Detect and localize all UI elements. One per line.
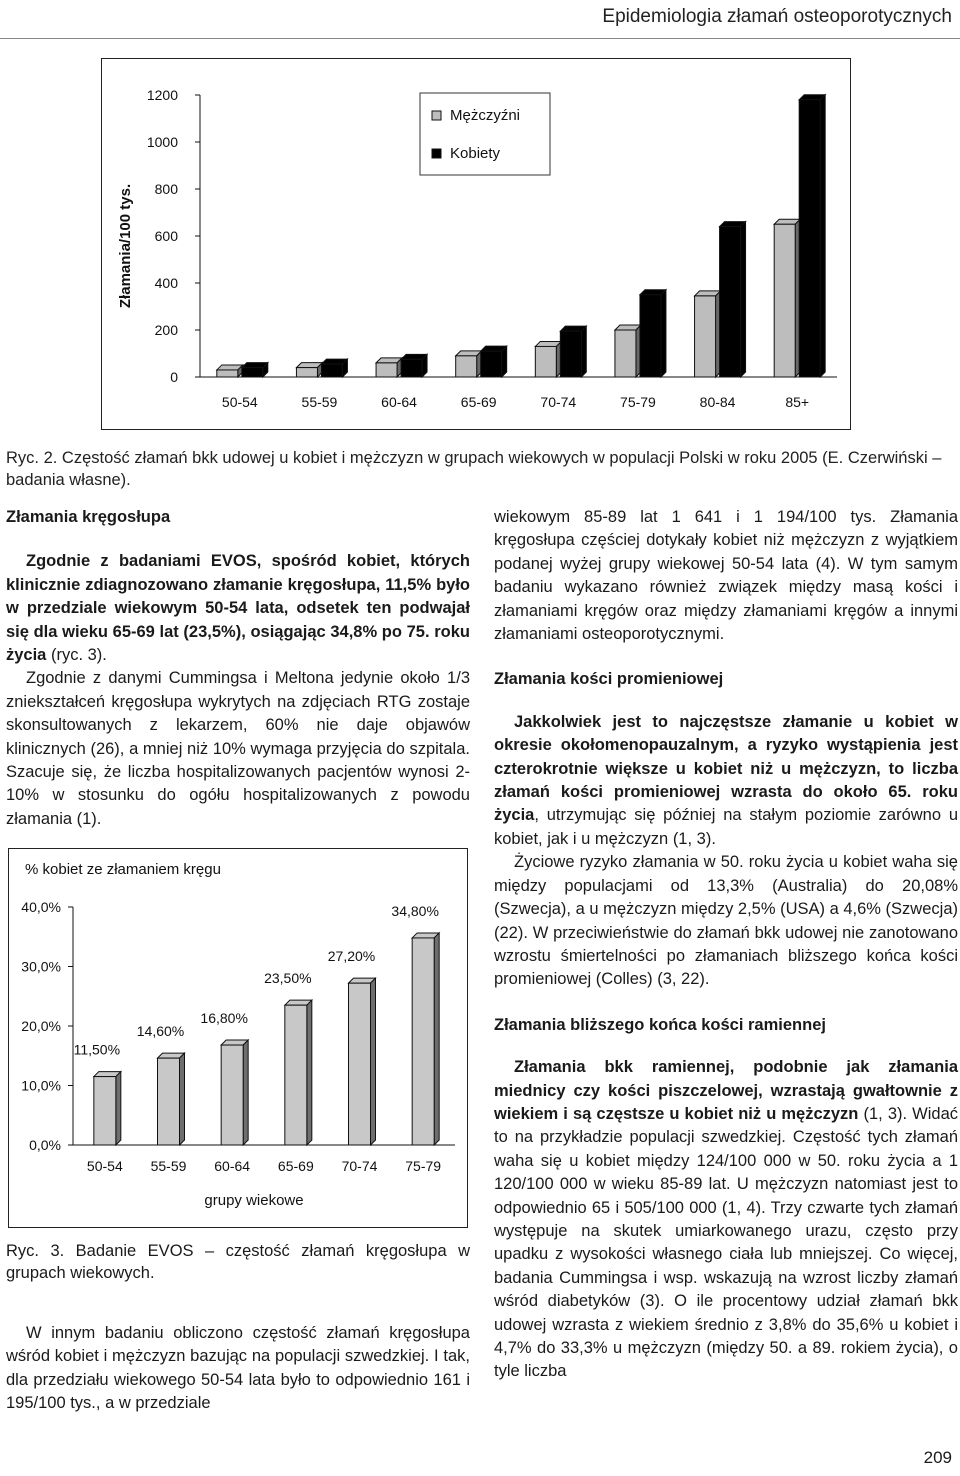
bar-evos-side [371, 978, 376, 1145]
bar-evos-side [307, 1000, 312, 1145]
y-tick-label: 30,0% [21, 958, 61, 975]
figure-2-chart [9, 849, 467, 1227]
x-tick-label: 75-79 [620, 394, 656, 410]
x-tick-label: 55-59 [301, 394, 338, 410]
x-tick-label: 75-79 [405, 1158, 442, 1174]
x-tick-label: 80-84 [699, 394, 736, 410]
y-tick-label: 10,0% [21, 1077, 61, 1094]
x-tick-label: 55-59 [150, 1158, 187, 1174]
y-tick-label: 1200 [146, 87, 178, 103]
bar-women [321, 364, 342, 377]
running-title: Epidemiologia złamań osteoporotycznych [602, 6, 952, 27]
x-tick-label: 50-54 [221, 394, 258, 410]
x-axis-title: grupy wiekowe [204, 1192, 304, 1209]
bar-evos-side [180, 1053, 185, 1145]
data-label: 11,50% [73, 1041, 121, 1058]
section-heading-humerus: Złamania bliższego końca kości ramiennej [494, 1015, 826, 1034]
figure-2-caption: Ryc. 3. Badanie EVOS – częstość złamań kręgosłupa w grupach wiekowych. [6, 1242, 470, 1282]
figure-1-chart [102, 59, 850, 429]
bar-women-side [502, 346, 507, 377]
chart-title: % kobiet ze złamaniem kręgu [25, 861, 221, 878]
bar-women [799, 100, 820, 377]
bar-women [560, 331, 581, 377]
data-label: 34,80% [391, 902, 439, 919]
bar-evos [285, 1005, 307, 1145]
header-divider [0, 38, 960, 39]
x-tick-label: 85+ [785, 394, 810, 410]
bar-women-side [661, 290, 666, 377]
x-tick-label: 65-69 [277, 1158, 314, 1174]
y-axis-title: Złamania/100 tys. [117, 183, 134, 309]
bar-evos [158, 1058, 180, 1145]
y-tick-label: 800 [154, 181, 178, 197]
figure-1-frame [101, 58, 851, 430]
bar-women [720, 227, 741, 377]
y-tick-label: 0 [170, 369, 178, 385]
data-label: 23,50% [264, 970, 312, 987]
data-label: 16,80% [200, 1010, 248, 1027]
bar-women [640, 295, 661, 377]
x-tick-label: 50-54 [86, 1158, 123, 1174]
x-tick-label: 60-64 [214, 1158, 251, 1174]
data-label: 14,60% [136, 1023, 185, 1040]
bar-evos-side [116, 1072, 121, 1145]
paragraph-radius-rest: , utrzymując się później na stałym poziomie zarówno u kobiet, jak i u mężczyzn (1, 3). [494, 806, 958, 848]
paragraph-evos [6, 550, 470, 667]
left-column [6, 506, 470, 831]
paragraph-humerus-rest: (1, 3). Widać to na przykładzie populacji szwedzkiej. Częstość tych złamań waha się u kobiet między 124/100 000 w 50. roku życia a 1 120/100 000 w wieku 85-89 lat. U mężczyzn natomiast jest to odpowiednio 65 i 505/100 000 (1, 4). Trzy czwarte tych złamań występuje na skutek umiarkowanego urazu, często przy upadku z wysokości własnego ciała lub mniejszej. Co więcej, badania Cummingsa i wsp. wskazują na wzrost liczby złamań wśród diabetyków (3). O ile procentowy udział złamań bkk udowej wzrasta z wiekiem średnio z 3,8% do 35,6% u kobiet i 4,7% do 33,3% u mężczyzn (między 50. a 89. rokiem życia), o tyle liczba [494, 1104, 958, 1381]
paragraph-lifetime-risk: Życiowe ryzyko złamania w 50. roku życia u kobiet waha się między populacjami od 13,3% (Australia) do 20,08% (Szwecja), a u mężczyzn między 2,5% (USA) a 4,6% (Szwecja) (22). W przeciwieństwie do złamań bkk udowej nie zanotowano wzrostu śmiertelności po złamaniach bliższego końca kości promieniowej (Colles) (3, 22). [494, 853, 958, 989]
legend-box [420, 93, 550, 175]
bar-men [376, 363, 397, 377]
paragraph-continuation: wiekowym 85-89 lat 1 641 i 1 194/100 tys. Złamania kręgosłupa częściej dotykały kobiet niż mężczyzn z wyjątkiem podanej wyżej grupy wiekowej 50-54 lata (4). W tym samym badaniu wykazano również związek między masą kości i złamaniami kręgów oraz między złamaniami kręgów a innymi złamaniami osteoporotycznymi. [494, 508, 958, 644]
paragraph-swedish-study [6, 1322, 470, 1416]
figure-1-caption: Ryc. 2. Częstość złamań bkk udowej u kobiet i mężczyzn w grupach wiekowych w populacji Polski w roku 2005 (E. Czerwiński – badania własne). [6, 449, 942, 489]
x-tick-label: 70-74 [341, 1158, 378, 1174]
y-tick-label: 20,0% [21, 1018, 61, 1034]
bar-women [481, 351, 502, 377]
legend-label: Kobiety [450, 145, 501, 162]
paragraph-swedish-text: W innym badaniu obliczono częstość złamań kręgosłupa wśród kobiet i mężczyzn bazując na populacji szwedzkiej. I tak, dla przedziału wiekowego 50-54 lata było to odpowiednio 161 i 195/100 tys., a w przedziale [6, 1324, 470, 1413]
bar-evos [412, 938, 434, 1145]
bar-men [296, 368, 317, 377]
legend-swatch [432, 111, 441, 120]
y-tick-label: 400 [154, 275, 178, 291]
bar-women-side [741, 222, 746, 377]
paragraph-radius [494, 711, 958, 851]
y-tick-label: 40,0% [21, 899, 61, 915]
bar-women-side [581, 326, 586, 377]
bar-women-side [820, 95, 825, 377]
paragraph-evos-bold: Zgodnie z badaniami EVOS, spośród kobiet, których klinicznie zdiagnozowano złamanie kręgosłupa, 11,5% było w przedziale wiekowym 50-54 lata, odsetek ten podwajał się dla wieku 65-69 lat (23,5%), osiągając 34,8% po 75. roku życia [6, 552, 470, 665]
paragraph-radius-bold: Jakkolwiek jest to najczęstsze złamanie u kobiet w okresie okołomenopauzalnym, a ryzyko wystąpienia jest czterokrotnie większe u kobiet niż u mężczyzn, to liczba złamań kości promieniowej wzrasta do około 65. roku życia [494, 712, 958, 825]
paragraph-evos-ref: (ryc. 3). [46, 646, 107, 665]
bar-evos-side [434, 933, 439, 1145]
paragraph-humerus-bold: Złamania bkk ramiennej, podobnie jak złamania miednicy czy kości piszczelowej, wzrastają gwałtownie z wiekiem i są częstsze u kobiet niż u mężczyzn [494, 1058, 958, 1123]
x-tick-label: 65-69 [460, 394, 497, 410]
bar-men [535, 346, 556, 377]
bar-evos [221, 1045, 243, 1145]
bar-women [401, 359, 422, 377]
legend-label: Mężczyźni [450, 107, 521, 124]
page-number: 209 [923, 1448, 952, 1467]
x-tick-label: 60-64 [381, 394, 417, 410]
bar-men [774, 224, 795, 377]
bar-women [242, 368, 263, 377]
right-column [494, 506, 958, 1384]
bar-men [456, 356, 477, 377]
section-heading-radius: Złamania kości promieniowej [494, 670, 724, 689]
bar-men [217, 370, 238, 377]
figure-2-frame [8, 848, 468, 1228]
bar-men [695, 296, 716, 377]
legend-swatch [432, 149, 441, 158]
bar-evos-side [243, 1040, 248, 1145]
paragraph-humerus [494, 1056, 958, 1384]
data-label: 27,20% [327, 948, 376, 965]
bar-evos [94, 1077, 116, 1145]
paragraph-cummings: Zgodnie z danymi Cummingsa i Meltona jedynie około 1/3 zniekształceń kręgosłupa wykrytych na zdjęciach RTG zostaje skonsultowanych z lekarzem, 60% nie daje objawów klinicznych (26), a mniej niż 10% wymaga przyjęcia do szpitala. Szacuje się, że liczba hospitalizowanych pacjentów wynosi 2-10% w stosunku do ogółu hospitalizowanych z powodu złamania (1). [6, 669, 470, 828]
y-tick-label: 1000 [146, 134, 178, 150]
x-tick-label: 70-74 [540, 394, 577, 410]
bar-men [615, 330, 636, 377]
y-tick-label: 0,0% [29, 1137, 61, 1153]
y-tick-label: 200 [154, 322, 178, 338]
section-heading-spine: Złamania kręgosłupa [6, 508, 171, 526]
bar-evos [349, 983, 371, 1145]
y-tick-label: 600 [154, 228, 178, 244]
